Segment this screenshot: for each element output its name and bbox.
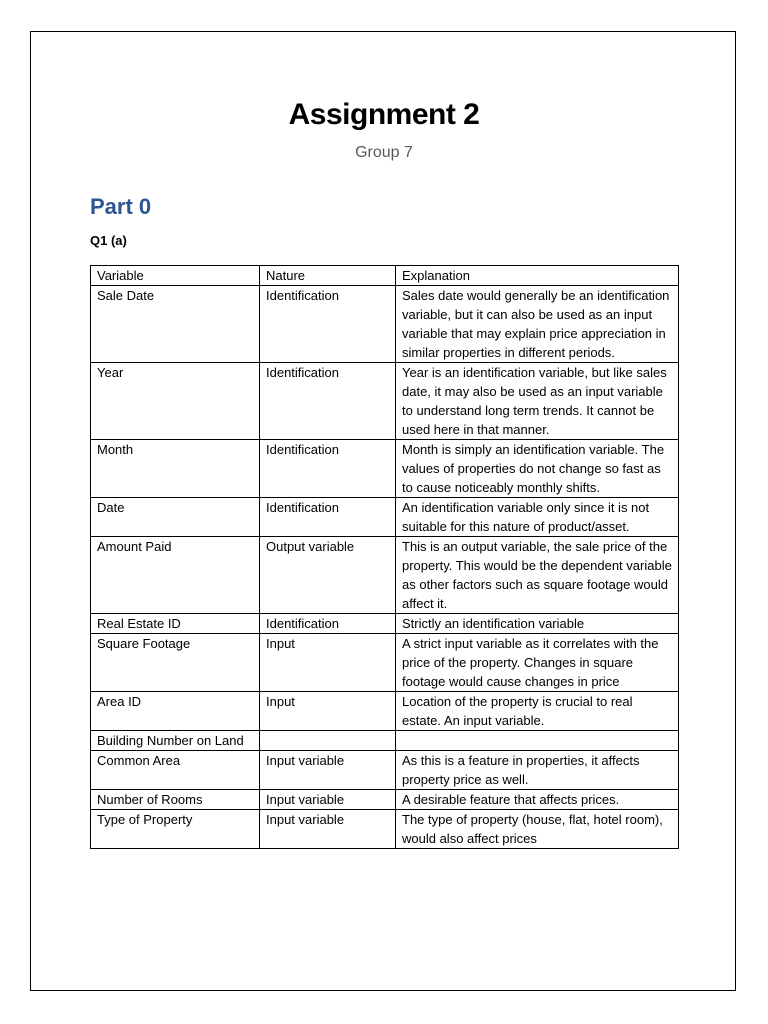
cell-explanation: This is an output variable, the sale price of the property. This would be the dependent variable as other factors such as square footage would affect it. — [396, 537, 679, 614]
document-title: Assignment 2 — [288, 98, 480, 131]
cell-nature: Identification — [260, 286, 396, 363]
cell-explanation: A desirable feature that affects prices. — [396, 790, 679, 810]
table-row — [91, 790, 679, 810]
cell-nature: Identification — [260, 363, 396, 440]
table-row — [91, 692, 679, 731]
table-row — [91, 363, 679, 440]
cell-variable: Square Footage — [91, 634, 260, 692]
variables-table — [90, 265, 679, 849]
cell-explanation: Strictly an identification variable — [396, 614, 679, 634]
cell-nature: Input variable — [260, 751, 396, 790]
section-heading: Part 0 — [90, 194, 152, 219]
cell-explanation: As this is a feature in properties, it affects property price as well. — [396, 751, 679, 790]
cell-variable: Amount Paid — [91, 537, 260, 614]
table-header-row — [91, 266, 679, 286]
cell-explanation: A strict input variable as it correlates with the price of the property. Changes in square footage would cause changes in price — [396, 634, 679, 692]
cell-explanation: Sales date would generally be an identification variable, but it can also be used as an input variable that may explain price appreciation in similar properties in different periods. — [396, 286, 679, 363]
cell-nature: Input — [260, 634, 396, 692]
cell-variable: Sale Date — [91, 286, 260, 363]
cell-explanation — [396, 731, 679, 751]
cell-nature: Input variable — [260, 810, 396, 849]
cell-variable: Month — [91, 440, 260, 498]
document-subtitle: Group 7 — [355, 144, 413, 161]
header-nature: Nature — [260, 266, 396, 286]
cell-nature: Output variable — [260, 537, 396, 614]
table-row — [91, 634, 679, 692]
cell-nature: Input — [260, 692, 396, 731]
cell-variable: Building Number on Land — [91, 731, 260, 751]
header-explanation: Explanation — [396, 266, 679, 286]
cell-variable: Year — [91, 363, 260, 440]
cell-explanation: Location of the property is crucial to real estate. An input variable. — [396, 692, 679, 731]
table-row — [91, 751, 679, 790]
cell-variable: Type of Property — [91, 810, 260, 849]
cell-explanation: An identification variable only since it is not suitable for this nature of product/asset. — [396, 498, 679, 537]
question-label: Q1 (a) — [90, 233, 127, 248]
cell-variable: Area ID — [91, 692, 260, 731]
table-row — [91, 614, 679, 634]
cell-nature — [260, 731, 396, 751]
cell-variable: Date — [91, 498, 260, 537]
table-row — [91, 286, 679, 363]
cell-explanation: The type of property (house, flat, hotel room), would also affect prices — [396, 810, 679, 849]
cell-variable: Common Area — [91, 751, 260, 790]
cell-nature: Identification — [260, 498, 396, 537]
header-variable: Variable — [91, 266, 260, 286]
cell-nature: Input variable — [260, 790, 396, 810]
cell-variable: Number of Rooms — [91, 790, 260, 810]
cell-nature: Identification — [260, 440, 396, 498]
cell-variable: Real Estate ID — [91, 614, 260, 634]
cell-explanation: Month is simply an identification variable. The values of properties do not change so fast as to cause noticeably monthly shifts. — [396, 440, 679, 498]
table-row — [91, 810, 679, 849]
table-row — [91, 537, 679, 614]
table-row — [91, 731, 679, 751]
table-row — [91, 498, 679, 537]
table-row — [91, 440, 679, 498]
cell-explanation: Year is an identification variable, but like sales date, it may also be used as an input variable to understand long term trends. It cannot be used here in that manner. — [396, 363, 679, 440]
cell-nature: Identification — [260, 614, 396, 634]
